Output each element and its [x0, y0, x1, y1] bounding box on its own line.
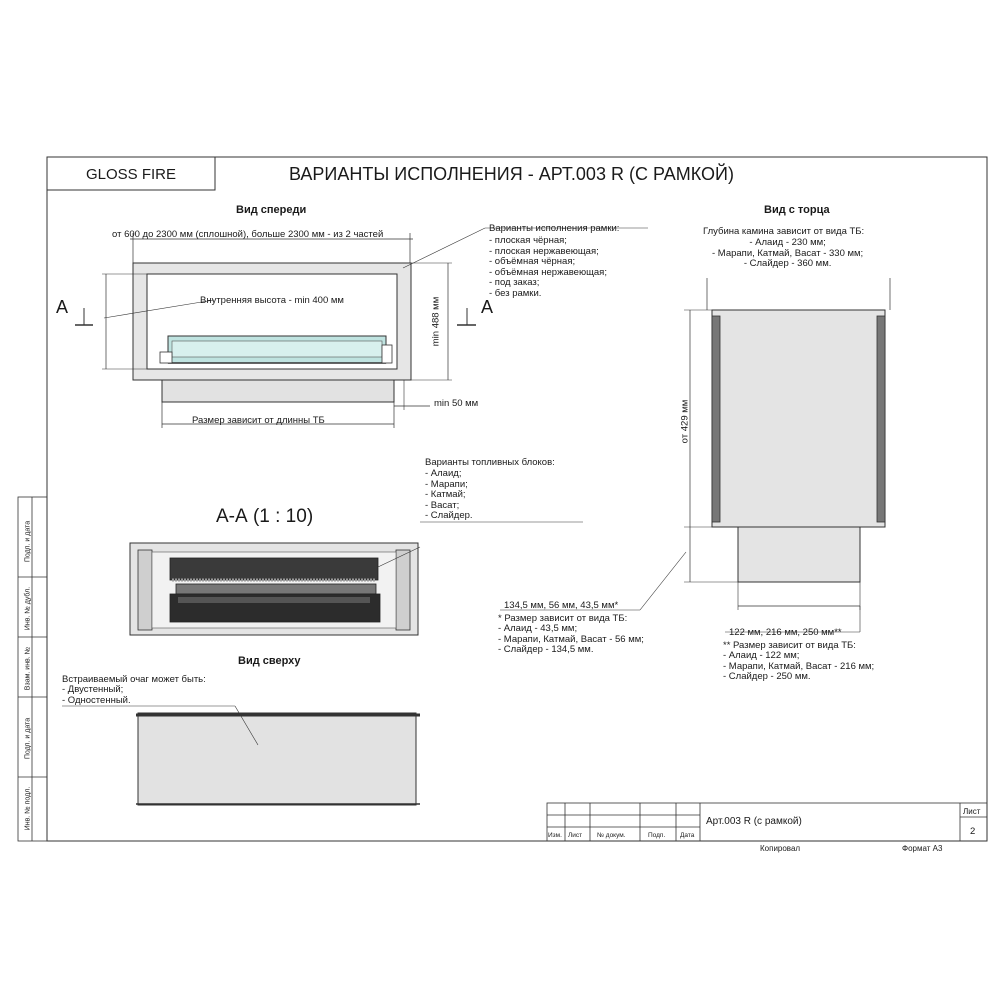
section-dims-note-title: * Размер зависит от вида ТБ: — [498, 613, 628, 624]
list-item: - Слайдер. — [425, 510, 473, 521]
title-col-date: Дата — [680, 832, 695, 839]
title-block-sheet-number: 2 — [970, 826, 976, 837]
stamp-label-1: Подп. и дата — [24, 520, 32, 563]
list-item: - Алаид - 43,5 мм; — [498, 623, 578, 634]
top-view-drawing — [62, 706, 420, 805]
top-view-note-list — [62, 685, 131, 706]
frame-variants-list — [489, 236, 607, 299]
end-dims-line: 122 мм, 216 мм, 250 мм** — [729, 627, 842, 638]
stamp-label-5: Инв. № подл. — [24, 786, 32, 831]
list-item: - объёмная чёрная; — [489, 256, 576, 267]
title-col-sign: Подп. — [648, 832, 666, 839]
front-size-note: Размер зависит от длинны ТБ — [192, 415, 325, 426]
section-mark-left: A — [56, 297, 69, 317]
end-view-drawing — [500, 278, 890, 632]
list-item: - Марапи, Катмай, Васат - 330 мм; — [712, 247, 864, 259]
list-item: - Слайдер - 134,5 мм. — [498, 644, 594, 655]
stamp-label-3: Взам. инв. № — [24, 646, 32, 691]
front-width-note: от 600 до 2300 мм (сплошной), больше 2300 мм - из 2 частей — [112, 229, 384, 240]
fuel-blocks-title: Варианты топливных блоков: — [425, 457, 555, 468]
front-inner-height: Внутренняя высота - min 400 мм — [200, 295, 344, 306]
list-item: - Двустенный; — [62, 684, 124, 695]
page-title: ВАРИАНТЫ ИСПОЛНЕНИЯ - АРТ.003 R (С РАМКОЙ) — [289, 164, 734, 184]
end-dims-note-title: ** Размер зависит от вида ТБ: — [723, 640, 856, 651]
stamp-label-4: Подп. и дата — [24, 717, 32, 760]
fuel-blocks-list — [425, 469, 473, 522]
title-copied: Копировал — [760, 844, 801, 853]
title-col-doc: № докум. — [597, 832, 626, 839]
list-item: - Васат; — [425, 499, 460, 511]
front-view-heading: Вид спереди — [236, 204, 307, 216]
list-item: - Марапи, Катмай, Васат - 216 мм; — [723, 660, 875, 672]
list-item: - плоская чёрная; — [489, 235, 567, 246]
list-item: - Алаид; — [425, 468, 462, 479]
list-item: - Алаид - 122 мм; — [723, 650, 800, 661]
title-block-sheet-label: Лист — [963, 807, 981, 816]
list-item: - Слайдер - 360 мм. — [743, 258, 832, 269]
section-dims-note — [498, 624, 644, 656]
frame-variants-title: Варианты исполнения рамки: — [489, 223, 620, 234]
title-col-list: Лист — [568, 832, 583, 839]
list-item: - под заказ; — [489, 277, 540, 288]
title-col-izm: Изм. — [548, 832, 562, 839]
section-dims-line: 134,5 мм, 56 мм, 43,5 мм* — [504, 600, 619, 611]
list-item: - Марапи, Катмай, Васат - 56 мм; — [498, 633, 644, 645]
list-item: - Алаид - 230 мм; — [749, 237, 826, 248]
list-item: - плоская нержавеющая; — [489, 245, 599, 257]
list-item: - без рамки. — [489, 287, 542, 299]
end-depth-list — [712, 238, 863, 270]
list-item: - Катмай; — [425, 489, 466, 500]
title-format: Формат А3 — [902, 844, 943, 853]
front-height-dim: min 488 мм — [430, 296, 442, 347]
top-view-note-title: Встраиваемый очаг может быть: — [62, 674, 206, 685]
list-item: - объёмная нержавеющая; — [489, 266, 607, 278]
end-dims-note — [723, 651, 874, 683]
front-offset-dim: min 50 мм — [434, 398, 479, 409]
brand-label: GLOSS FIRE — [85, 166, 177, 183]
section-mark-right: A — [481, 297, 494, 317]
section-heading: А-А (1 : 10) — [216, 506, 314, 527]
list-item: - Марапи; — [425, 478, 468, 490]
end-height-dim: от 429 мм — [679, 399, 691, 444]
end-depth-title: Глубина камина зависит от вида ТБ: — [703, 226, 865, 237]
title-block-name: Арт.003 R (с рамкой) — [706, 816, 802, 827]
list-item: - Одностенный. — [62, 694, 131, 706]
stamp-label-2: Инв. № дубл. — [24, 586, 32, 631]
end-view-heading: Вид с торца — [764, 204, 830, 216]
top-view-heading: Вид сверху — [238, 655, 301, 667]
list-item: - Слайдер - 250 мм. — [723, 671, 811, 682]
